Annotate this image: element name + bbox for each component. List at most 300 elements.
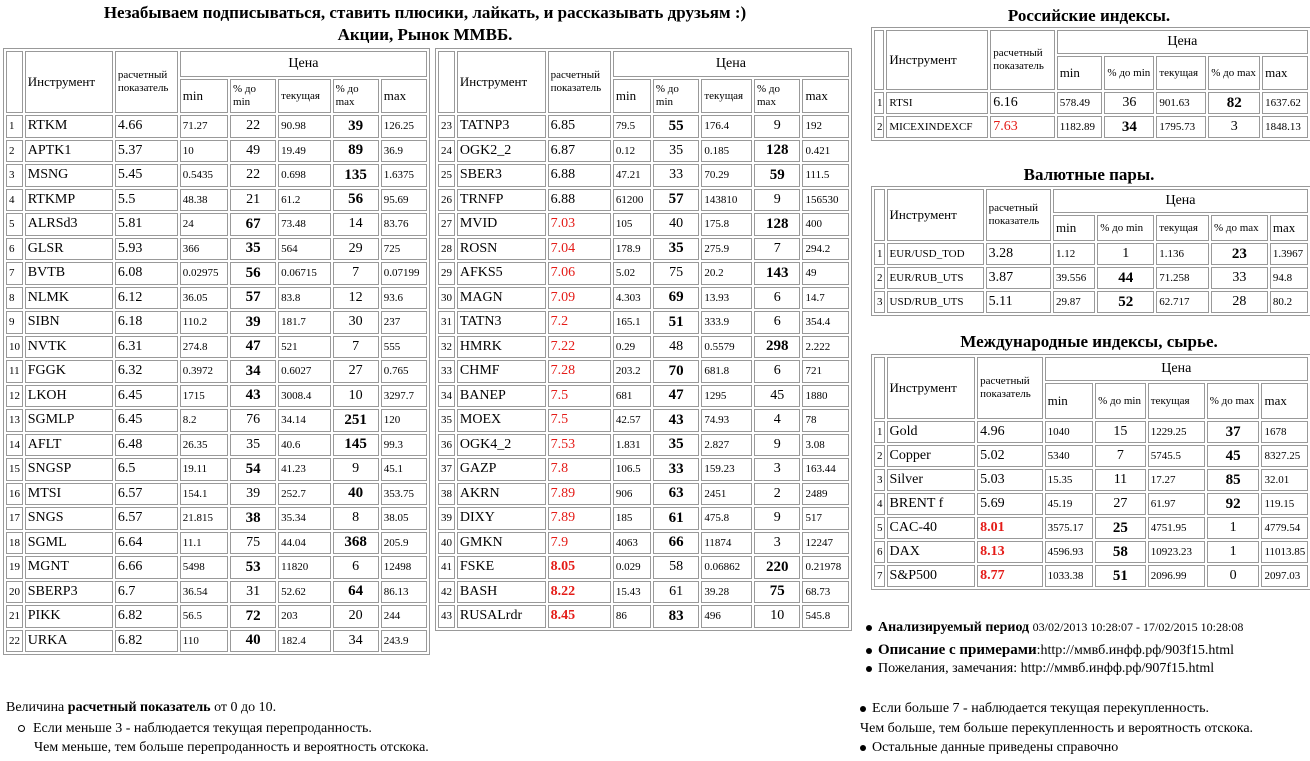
table-row <box>6 507 427 530</box>
pct-max-value: 12 <box>333 287 379 310</box>
table-row <box>438 581 849 604</box>
row-number: 42 <box>438 581 455 604</box>
current-value: 20.2 <box>701 262 752 285</box>
current-value: 35.34 <box>278 507 330 530</box>
max-value: 2097.03 <box>1261 565 1308 587</box>
max-value: 243.9 <box>381 630 427 653</box>
instrument-name: RTKM <box>25 115 113 138</box>
min-value: 56.5 <box>180 605 228 628</box>
current-value: 681.8 <box>701 360 752 383</box>
max-value: 1637.62 <box>1262 92 1308 114</box>
table-row <box>6 213 427 236</box>
pct-max-value: 92 <box>1207 493 1260 515</box>
score-value: 7.5 <box>548 409 611 432</box>
intl-table <box>871 354 1310 590</box>
pct-max-value: 45 <box>1207 445 1260 467</box>
score-value: 5.03 <box>977 469 1042 491</box>
header-row <box>874 189 1308 213</box>
score-value: 3.28 <box>986 243 1051 265</box>
pct-min-value: 11 <box>1095 469 1146 491</box>
current-value: 181.7 <box>278 311 330 334</box>
row-number: 1 <box>6 115 23 138</box>
min-value: 15.35 <box>1045 469 1094 491</box>
min-value: 26.35 <box>180 434 228 457</box>
wishes-link[interactable]: Пожелания, замечания: http://ммвб.инфф.рф/907f15.html <box>878 661 1215 676</box>
pct-max-value: 6 <box>754 287 800 310</box>
max-value: 0.421 <box>802 140 849 163</box>
header-score: расчетный показатель <box>115 51 178 113</box>
max-value: 555 <box>381 336 427 359</box>
pct-min-value: 52 <box>1097 291 1154 313</box>
row-number: 38 <box>438 483 455 506</box>
score-value: 6.7 <box>115 581 178 604</box>
current-value: 83.8 <box>278 287 330 310</box>
instrument-name: GMKN <box>457 532 546 555</box>
row-number: 15 <box>6 458 23 481</box>
max-value: 163.44 <box>802 458 849 481</box>
pct-max-value: 251 <box>333 409 379 432</box>
current-value: 333.9 <box>701 311 752 334</box>
table-row <box>438 164 849 187</box>
min-value: 3575.17 <box>1045 517 1094 539</box>
pct-max-value: 128 <box>754 213 800 236</box>
score-value: 6.45 <box>115 409 178 432</box>
pct-max-value: 3 <box>754 532 800 555</box>
max-value: 205.9 <box>381 532 427 555</box>
min-value: 36.05 <box>180 287 228 310</box>
max-value: 83.76 <box>381 213 427 236</box>
score-value: 5.45 <box>115 164 178 187</box>
row-number: 1 <box>874 92 884 114</box>
table-row <box>874 243 1308 265</box>
header-pct-max: % до max <box>1207 383 1260 419</box>
pct-min-value: 70 <box>653 360 699 383</box>
pct-max-value: 3 <box>754 458 800 481</box>
pct-max-value: 9 <box>333 458 379 481</box>
min-value: 8.2 <box>180 409 228 432</box>
intl-heading: Международные индексы, сырье. <box>960 332 1218 351</box>
min-value: 154.1 <box>180 483 228 506</box>
instrument-name: Gold <box>887 421 976 443</box>
row-number: 2 <box>874 267 885 289</box>
header-min: min <box>613 79 651 113</box>
max-value: 545.8 <box>802 605 849 628</box>
instrument-name: GLSR <box>25 238 113 261</box>
header-price: Цена <box>180 51 427 77</box>
table-row <box>6 115 427 138</box>
score-value: 8.13 <box>977 541 1042 563</box>
row-number: 9 <box>6 311 23 334</box>
score-value: 6.88 <box>548 164 611 187</box>
pct-min-value: 27 <box>1095 493 1146 515</box>
instrument-name: MAGN <box>457 287 546 310</box>
row-number: 13 <box>6 409 23 432</box>
pct-max-value: 37 <box>1207 421 1260 443</box>
header-row <box>6 51 427 77</box>
row-number: 37 <box>438 458 455 481</box>
pct-min-value: 51 <box>653 311 699 334</box>
min-value: 0.3972 <box>180 360 228 383</box>
pct-min-value: 35 <box>653 238 699 261</box>
instrument-name: ALRSd3 <box>25 213 113 236</box>
pct-max-value: 7 <box>754 238 800 261</box>
current-value: 90.98 <box>278 115 330 138</box>
score-value: 7.06 <box>548 262 611 285</box>
score-value: 6.57 <box>115 483 178 506</box>
pct-min-value: 53 <box>230 556 276 579</box>
score-value: 8.45 <box>548 605 611 628</box>
max-value: 126.25 <box>381 115 427 138</box>
score-value: 7.22 <box>548 336 611 359</box>
pct-max-value: 28 <box>1211 291 1268 313</box>
current-value: 275.9 <box>701 238 752 261</box>
instrument-name: GAZP <box>457 458 546 481</box>
row-number: 31 <box>438 311 455 334</box>
header-pct-max: % до max <box>1208 56 1260 90</box>
instrument-name: LKOH <box>25 385 113 408</box>
score-value: 6.85 <box>548 115 611 138</box>
max-value: 32.01 <box>1261 469 1308 491</box>
min-value: 29.87 <box>1053 291 1095 313</box>
table-row <box>6 140 427 163</box>
min-value: 47.21 <box>613 164 651 187</box>
min-value: 274.8 <box>180 336 228 359</box>
pct-min-value: 43 <box>230 385 276 408</box>
current-value: 74.93 <box>701 409 752 432</box>
max-value: 68.73 <box>802 581 849 604</box>
min-value: 19.11 <box>180 458 228 481</box>
score-value: 5.5 <box>115 189 178 212</box>
current-value: 176.4 <box>701 115 752 138</box>
row-number: 14 <box>6 434 23 457</box>
score-value: 6.31 <box>115 336 178 359</box>
current-value: 19.49 <box>278 140 330 163</box>
row-number: 6 <box>6 238 23 261</box>
current-value: 73.48 <box>278 213 330 236</box>
current-value: 175.8 <box>701 213 752 236</box>
row-number: 2 <box>874 116 884 138</box>
pct-min-value: 56 <box>230 262 276 285</box>
instrument-name: RTKMP <box>25 189 113 212</box>
instrument-name: MTSI <box>25 483 113 506</box>
score-value: 7.63 <box>990 116 1054 138</box>
min-value: 48.38 <box>180 189 228 212</box>
min-value: 5.02 <box>613 262 651 285</box>
score-value: 6.87 <box>548 140 611 163</box>
row-number: 29 <box>438 262 455 285</box>
footer-left-line1 <box>6 700 276 716</box>
pct-max-value: 9 <box>754 507 800 530</box>
header-max: max <box>1262 56 1308 90</box>
row-number: 3 <box>874 291 885 313</box>
pct-min-value: 36 <box>1104 92 1154 114</box>
current-value: 13.93 <box>701 287 752 310</box>
pct-max-value: 3 <box>1208 116 1260 138</box>
examples-link[interactable]: :http://ммвб.инфф.рф/903f15.html <box>1036 643 1235 658</box>
row-number: 30 <box>438 287 455 310</box>
pct-min-value: 35 <box>230 238 276 261</box>
min-value: 110 <box>180 630 228 653</box>
min-value: 1182.89 <box>1057 116 1103 138</box>
header-max: max <box>1270 215 1308 241</box>
min-value: 79.5 <box>613 115 651 138</box>
max-value: 3297.7 <box>381 385 427 408</box>
current-value: 70.29 <box>701 164 752 187</box>
table-row <box>6 385 427 408</box>
instrument-name: MSNG <box>25 164 113 187</box>
instrument-name: TATNP3 <box>457 115 546 138</box>
table-row <box>6 581 427 604</box>
header-cur: текущая <box>278 79 330 113</box>
circle-bullet-icon <box>18 725 25 732</box>
ru-indices-heading: Российские индексы. <box>1007 6 1171 25</box>
table-row <box>874 469 1308 491</box>
row-number: 5 <box>874 517 885 539</box>
row-number: 4 <box>874 493 885 515</box>
current-value: 182.4 <box>278 630 330 653</box>
table-row <box>6 605 427 628</box>
pct-min-value: 61 <box>653 581 699 604</box>
pct-min-value: 44 <box>1097 267 1154 289</box>
pct-min-value: 57 <box>230 287 276 310</box>
row-number: 3 <box>6 164 23 187</box>
min-value: 1033.38 <box>1045 565 1094 587</box>
row-number: 11 <box>6 360 23 383</box>
pct-max-value: 23 <box>1211 243 1268 265</box>
bullet-icon <box>866 648 872 654</box>
current-value: 143810 <box>701 189 752 212</box>
instrument-name: NVTK <box>25 336 113 359</box>
header-row <box>438 51 849 77</box>
pct-min-value: 33 <box>653 164 699 187</box>
header-instrument: Инструмент <box>887 357 976 419</box>
max-value: 4779.54 <box>1261 517 1308 539</box>
max-value: 36.9 <box>381 140 427 163</box>
instrument-name: RUSALrdr <box>457 605 546 628</box>
min-value: 71.27 <box>180 115 228 138</box>
score-value: 6.18 <box>115 311 178 334</box>
score-value: 5.02 <box>977 445 1042 467</box>
table-row <box>438 311 849 334</box>
score-value: 7.09 <box>548 287 611 310</box>
pct-max-value: 298 <box>754 336 800 359</box>
min-value: 178.9 <box>613 238 651 261</box>
table-row <box>6 238 427 261</box>
instrument-name: DIXY <box>457 507 546 530</box>
instrument-name: Copper <box>887 445 976 467</box>
table-row <box>6 434 427 457</box>
pct-max-value: 220 <box>754 556 800 579</box>
max-value: 99.3 <box>381 434 427 457</box>
header-blank <box>438 51 455 113</box>
pct-min-value: 48 <box>653 336 699 359</box>
row-number: 12 <box>6 385 23 408</box>
current-value: 11820 <box>278 556 330 579</box>
current-value: 521 <box>278 336 330 359</box>
current-value: 0.5579 <box>701 336 752 359</box>
table-row <box>438 409 849 432</box>
overbought-note: Если больше 7 - наблюдается текущая перекупленность. <box>872 701 1210 716</box>
max-value: 400 <box>802 213 849 236</box>
instrument-name: OGK4_2 <box>457 434 546 457</box>
period-line <box>866 620 1243 636</box>
min-value: 1.831 <box>613 434 651 457</box>
ru-indices-table <box>871 27 1310 141</box>
current-value: 1.136 <box>1156 243 1209 265</box>
score-value: 7.8 <box>548 458 611 481</box>
pct-max-value: 85 <box>1207 469 1260 491</box>
row-number: 1 <box>874 421 885 443</box>
pct-min-value: 15 <box>1095 421 1146 443</box>
min-value: 0.02975 <box>180 262 228 285</box>
pct-max-value: 10 <box>754 605 800 628</box>
score-value: 6.48 <box>115 434 178 457</box>
table-row <box>438 605 849 628</box>
score-value: 5.69 <box>977 493 1042 515</box>
max-value: 1880 <box>802 385 849 408</box>
fx-heading: Валютные пары. <box>1023 165 1155 184</box>
instrument-name: BANEP <box>457 385 546 408</box>
row-number: 21 <box>6 605 23 628</box>
pct-min-value: 47 <box>230 336 276 359</box>
score-value: 7.03 <box>548 213 611 236</box>
max-value: 45.1 <box>381 458 427 481</box>
table-row <box>438 189 849 212</box>
table-row <box>6 311 427 334</box>
pct-min-value: 66 <box>653 532 699 555</box>
score-value: 6.5 <box>115 458 178 481</box>
table-row <box>874 116 1308 138</box>
pct-min-value: 72 <box>230 605 276 628</box>
row-number: 28 <box>438 238 455 261</box>
min-value: 24 <box>180 213 228 236</box>
instrument-name: BRENT f <box>887 493 976 515</box>
header-price: Цена <box>613 51 849 77</box>
current-value: 34.14 <box>278 409 330 432</box>
pct-min-value: 54 <box>230 458 276 481</box>
pct-min-value: 83 <box>653 605 699 628</box>
current-value: 4751.95 <box>1148 517 1205 539</box>
header-pct-min: % до min <box>1104 56 1154 90</box>
max-value: 78 <box>802 409 849 432</box>
pct-max-value: 8 <box>333 507 379 530</box>
current-value: 475.8 <box>701 507 752 530</box>
table-row <box>438 336 849 359</box>
row-number: 35 <box>438 409 455 432</box>
pct-min-value: 31 <box>230 581 276 604</box>
pct-max-value: 9 <box>754 434 800 457</box>
instrument-name: MGNT <box>25 556 113 579</box>
min-value: 165.1 <box>613 311 651 334</box>
instrument-name: ROSN <box>457 238 546 261</box>
current-value: 0.698 <box>278 164 330 187</box>
max-value: 119.15 <box>1261 493 1308 515</box>
instrument-name: APTK1 <box>25 140 113 163</box>
max-value: 2489 <box>802 483 849 506</box>
header-instrument: Инструмент <box>25 51 113 113</box>
header-price: Цена <box>1057 30 1308 54</box>
max-value: 156530 <box>802 189 849 212</box>
footer-right-line3 <box>860 740 1118 756</box>
min-value: 15.43 <box>613 581 651 604</box>
score-value: 7.28 <box>548 360 611 383</box>
min-value: 106.5 <box>613 458 651 481</box>
score-value: 5.81 <box>115 213 178 236</box>
row-number: 39 <box>438 507 455 530</box>
pct-min-value: 63 <box>653 483 699 506</box>
current-value: 252.7 <box>278 483 330 506</box>
pct-max-value: 143 <box>754 262 800 285</box>
header-pct-min: % до min <box>1097 215 1154 241</box>
current-value: 71.258 <box>1156 267 1209 289</box>
row-number: 43 <box>438 605 455 628</box>
pct-max-value: 82 <box>1208 92 1260 114</box>
pct-max-value: 45 <box>754 385 800 408</box>
max-value: 294.2 <box>802 238 849 261</box>
current-value: 1295 <box>701 385 752 408</box>
min-value: 10 <box>180 140 228 163</box>
score-value: 4.66 <box>115 115 178 138</box>
min-value: 45.19 <box>1045 493 1094 515</box>
reference-note: Остальные данные приведены справочно <box>872 740 1119 755</box>
instrument-name: AFKS5 <box>457 262 546 285</box>
row-number: 18 <box>6 532 23 555</box>
pct-min-value: 75 <box>653 262 699 285</box>
instrument-name: HMRK <box>457 336 546 359</box>
table-row <box>6 630 427 653</box>
pct-min-value: 1 <box>1097 243 1154 265</box>
table-row <box>874 565 1308 587</box>
header-pct-max: % до max <box>1211 215 1268 241</box>
pct-min-value: 33 <box>653 458 699 481</box>
min-value: 39.556 <box>1053 267 1095 289</box>
row-number: 16 <box>6 483 23 506</box>
min-value: 5498 <box>180 556 228 579</box>
row-number: 7 <box>874 565 885 587</box>
pct-min-value: 76 <box>230 409 276 432</box>
score-value: 7.9 <box>548 532 611 555</box>
bullet-icon <box>860 706 866 712</box>
header-cur: текущая <box>701 79 752 113</box>
score-value: 8.77 <box>977 565 1042 587</box>
score-value: 6.16 <box>990 92 1054 114</box>
table-row <box>438 360 849 383</box>
max-value: 11013.85 <box>1261 541 1308 563</box>
table-row <box>438 458 849 481</box>
period-label: Анализируемый период <box>878 620 1030 635</box>
min-value: 0.5435 <box>180 164 228 187</box>
period-value: 03/02/2013 10:28:07 - 17/02/2015 10:28:08 <box>1032 620 1244 634</box>
score-value: 7.89 <box>548 507 611 530</box>
stocks-heading: Акции, Рынок ММВБ. <box>337 25 513 44</box>
instrument-name: CAC-40 <box>887 517 976 539</box>
header-instrument: Инструмент <box>887 189 984 241</box>
pct-max-value: 14 <box>333 213 379 236</box>
table-row <box>874 493 1308 515</box>
pct-max-value: 7 <box>333 262 379 285</box>
row-number: 25 <box>438 164 455 187</box>
pct-min-value: 35 <box>653 434 699 457</box>
pct-max-value: 34 <box>333 630 379 653</box>
table-row <box>6 360 427 383</box>
current-value: 159.23 <box>701 458 752 481</box>
max-value: 120 <box>381 409 427 432</box>
header-score: расчетный показатель <box>990 30 1054 90</box>
max-value: 14.7 <box>802 287 849 310</box>
current-value: 0.185 <box>701 140 752 163</box>
table-row <box>6 287 427 310</box>
max-value: 94.8 <box>1270 267 1308 289</box>
